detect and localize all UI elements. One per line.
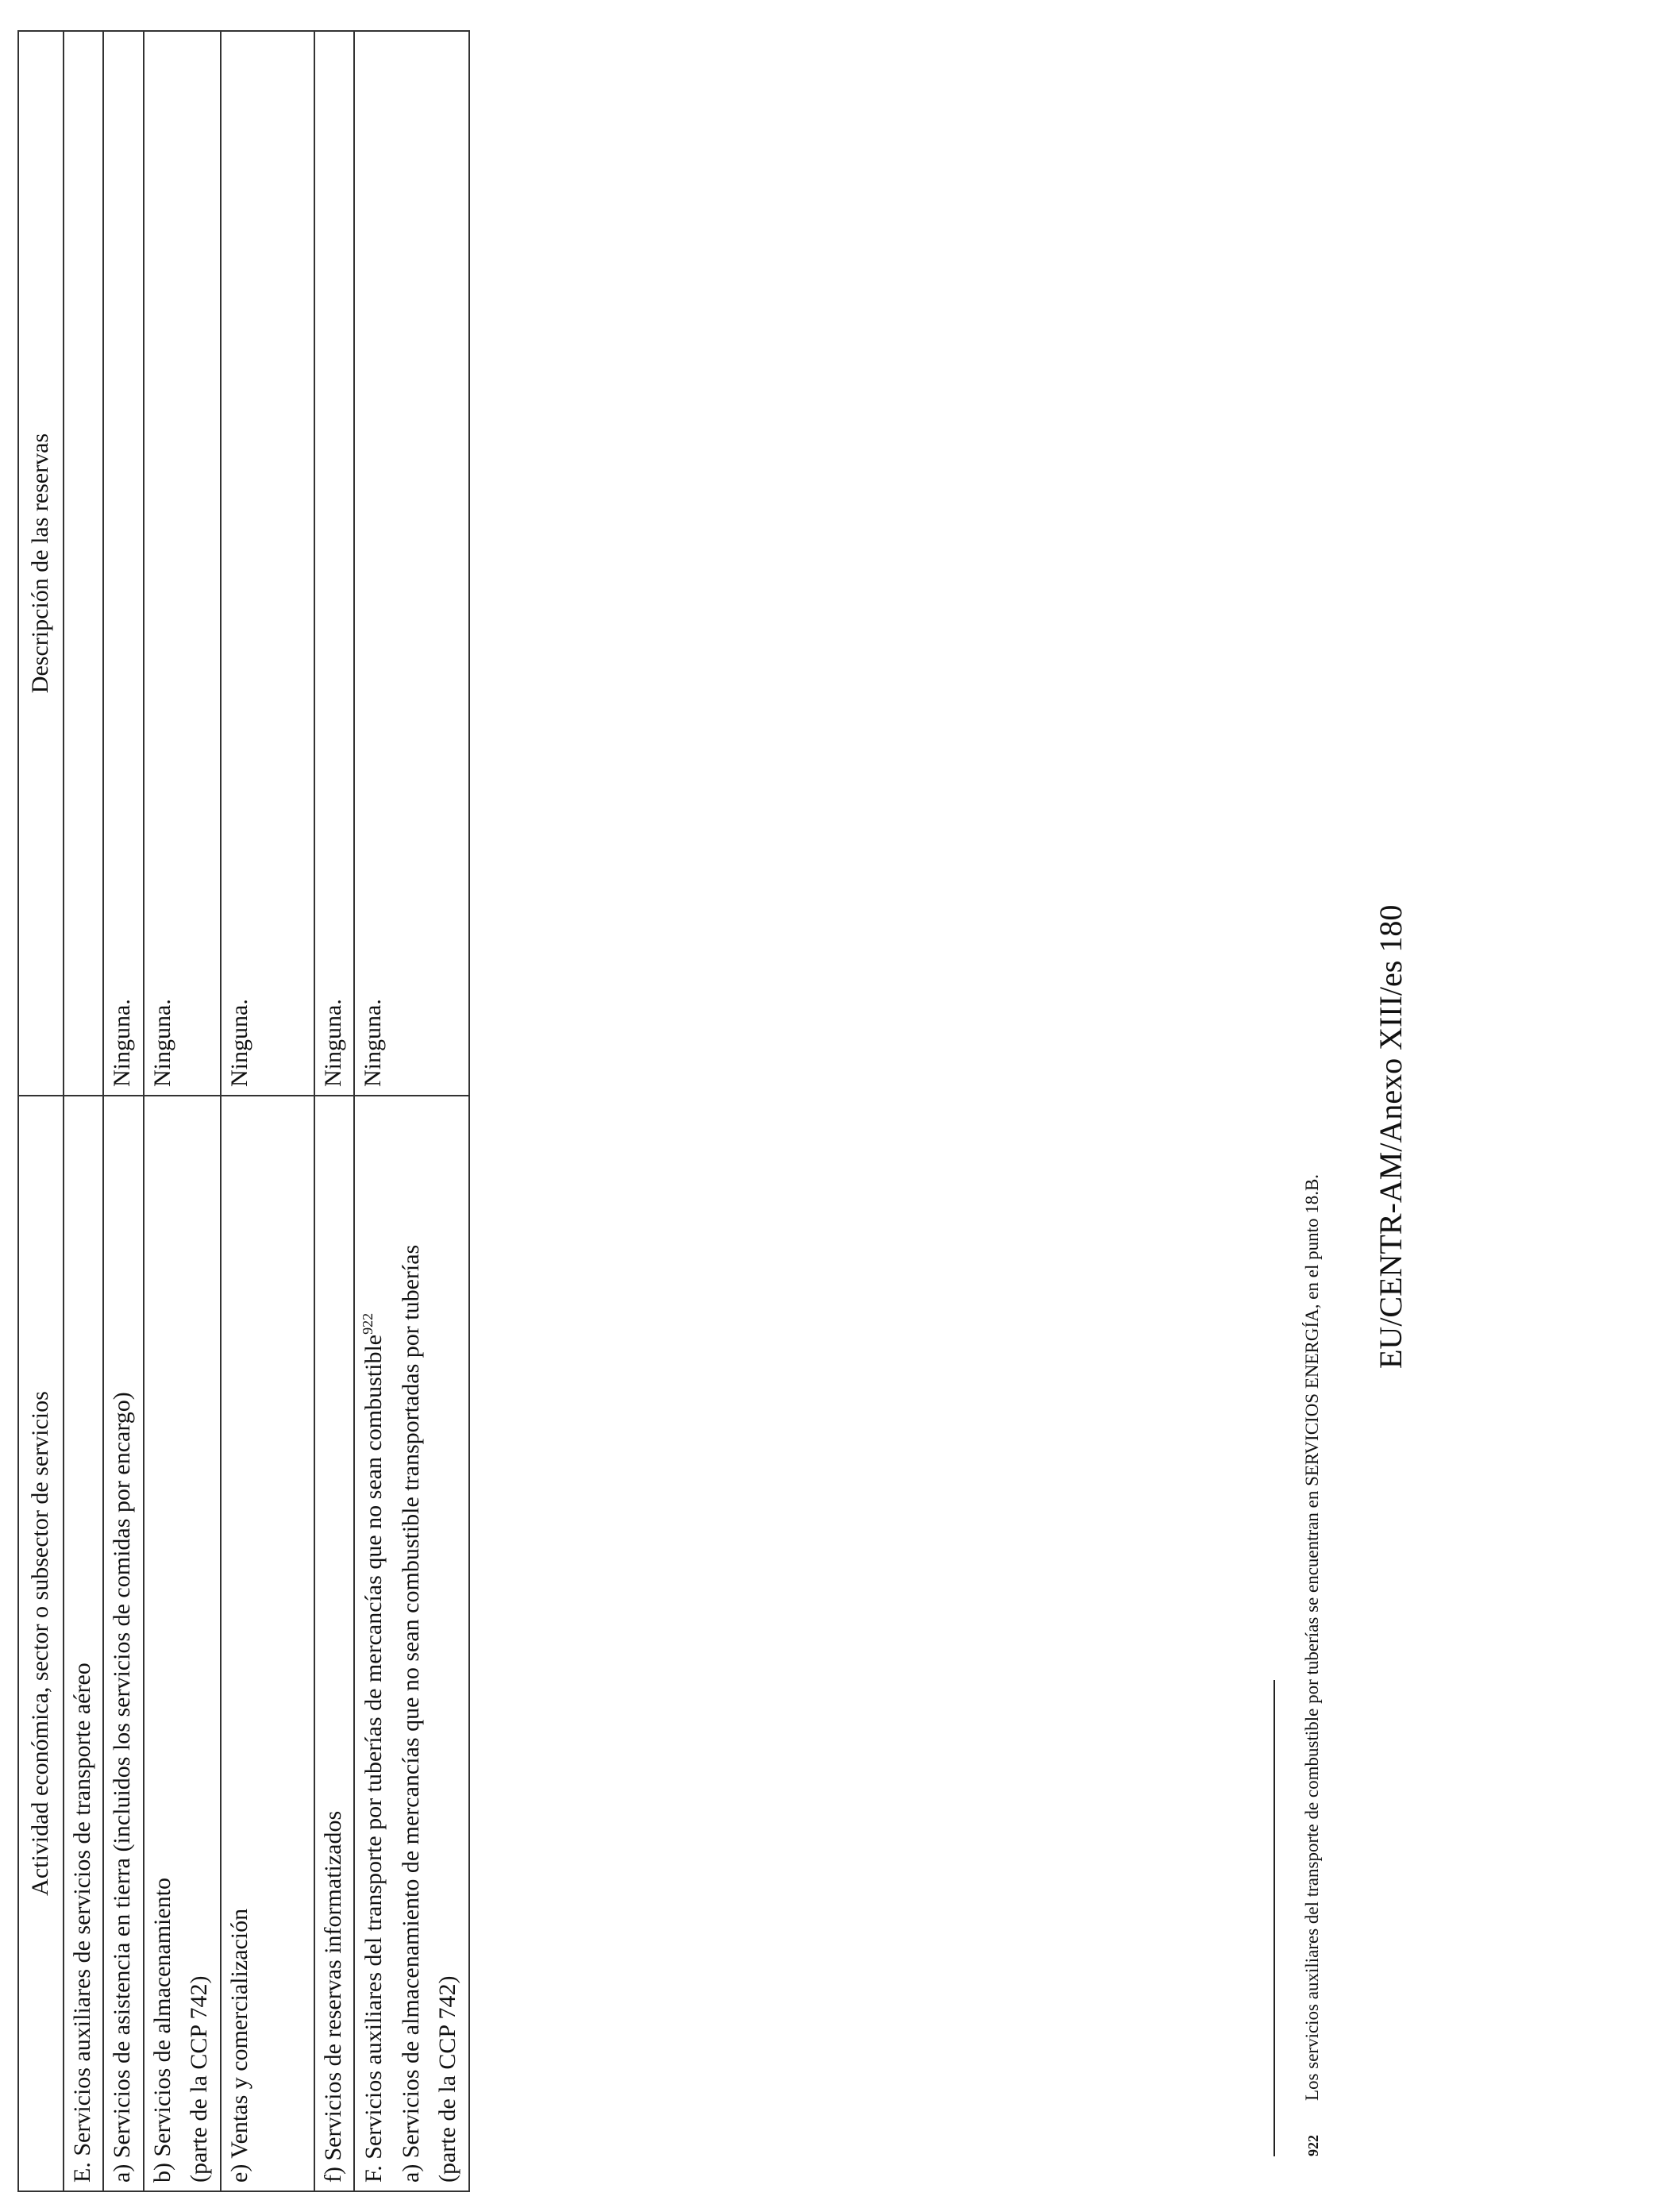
activity-text: b) Servicios de almacenamiento <box>148 1877 175 2183</box>
description-cell: Ninguna. <box>354 31 469 1096</box>
description-cell: Ninguna. <box>103 31 144 1096</box>
activity-cell <box>64 1096 104 2191</box>
page-identifier: EU/CENTR-AM/Anexo XIII/es 180 <box>1373 904 1408 1369</box>
table-row <box>64 31 104 2191</box>
footnote-text: Los servicios auxiliares del transporte de combustible por tuberías se encuentran en SERVICIOS ENERGÍA, en el punto 18.B. <box>1302 1173 1322 2101</box>
activity-subitem: a) Servicios de almacenamiento de mercancías que no sean combustible transportadas por tuberías <box>397 1244 424 2183</box>
activity-cell <box>221 1096 314 2191</box>
footnote-separator <box>1273 1680 1275 2156</box>
activity-text: E. Servicios auxiliares de servicios de transporte aéreo <box>68 1663 95 2183</box>
description-cell: Ninguna. <box>314 31 355 1096</box>
table-row <box>354 31 469 2191</box>
activity-text: e) Ventas y comercialización <box>225 1908 252 2183</box>
table-row <box>144 31 221 2191</box>
reservations-table <box>17 30 470 2192</box>
table-row <box>103 31 144 2191</box>
activity-text <box>360 1104 388 2183</box>
footnote-ref[interactable]: 922 <box>360 1312 376 1335</box>
activity-cell <box>314 1096 355 2191</box>
activity-cell <box>144 1096 221 2191</box>
activity-text: a) Servicios de asistencia en tierra (incluidos los servicios de comidas por encargo) <box>109 1392 135 2183</box>
activity-text: f) Servicios de reservas informatizados <box>319 1810 346 2183</box>
description-cell <box>64 31 104 1096</box>
table-row <box>314 31 355 2191</box>
activity-cell <box>354 1096 469 2191</box>
activity-cell <box>103 1096 144 2191</box>
activity-ccp-ref: (parte de la CCP 742) <box>186 1975 212 2183</box>
table-header-row <box>18 31 64 2191</box>
activity-title: F. Servicios auxiliares del transporte por tuberías de mercancías que no sean combustible <box>360 1334 387 2183</box>
header-description: Descripción de las reservas <box>18 31 64 1096</box>
description-cell: Ninguna. <box>221 31 314 1096</box>
description-cell: Ninguna. <box>144 31 221 1096</box>
footnote <box>1302 1174 1323 2156</box>
activity-ccp-ref: (parte de la CCP 742) <box>434 1975 460 2183</box>
table-row <box>221 31 314 2191</box>
footnote-number: 922 <box>1305 2135 1321 2156</box>
header-activity: Actividad económica, sector o subsector de servicios <box>18 1096 64 2191</box>
